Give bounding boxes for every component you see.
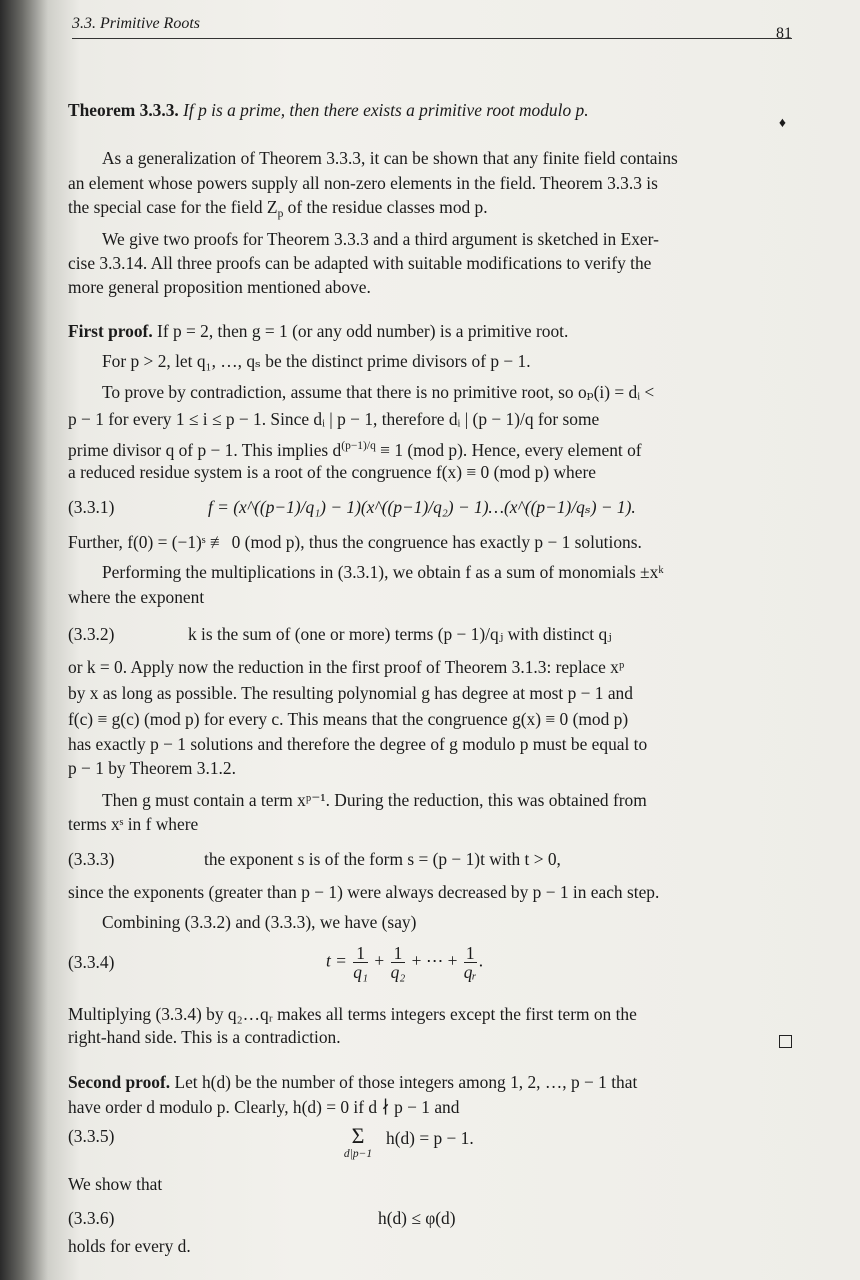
paragraph-line: the special case for the field $Z_p$ of the residue classes mod p.: [68, 197, 488, 220]
paragraph-line: where the exponent: [68, 587, 205, 607]
equation-tag: (3.3.4): [68, 952, 115, 972]
paragraph-line: p − 1 for every 1 ≤ i ≤ p − 1. Since dᵢ | p − 1, therefore dᵢ | (p − 1)/q for some: [68, 409, 600, 429]
page-number: 81: [776, 25, 792, 42]
paragraph-line: since the exponents (greater than p − 1) were always decreased by p − 1 in each step.: [68, 882, 660, 902]
equation-body: t = $\frac{1}{\text{q₁}}$ + $\frac{1}{\text{q₂}}$ + ⋯ + $\frac{1}{\text{qᵣ}}$ .: [326, 943, 484, 982]
paragraph-line: has exactly p − 1 solutions and therefore the degree of g modulo p must be equal to: [68, 734, 648, 754]
paragraph-line: a reduced residue system is a root of the congruence f(x) ≡ 0 (mod p) where: [68, 462, 596, 482]
paragraph-line: cise 3.3.14. All three proofs can be adapted with suitable modifications to verify the: [68, 253, 652, 273]
paragraph-line: an element whose powers supply all non-zero elements in the field. Theorem 3.3.3 is: [68, 173, 658, 193]
second-proof-label: Second proof.: [68, 1072, 171, 1092]
theorem-label: Theorem 3.3.3.: [68, 100, 179, 120]
equation-body: h(d) = p − 1.: [386, 1128, 474, 1148]
equation-tag: (3.3.2): [68, 624, 115, 644]
paragraph-line: prime divisor q of p − 1. This implies $d^{(p-1)/q} \equiv 1$ (mod p). Hence, every element of: [68, 440, 642, 460]
equation-body: f = (x^((p−1)/q₁) − 1)(x^((p−1)/q₂) − 1)…(x^((p−1)/qₛ) − 1).: [208, 497, 636, 517]
paragraph-line: Multiplying (3.3.4) by q₂…qᵣ makes all terms integers except the first term on the: [68, 1004, 637, 1024]
second-proof-line: Second proof. Let h(d) be the number of those integers among 1, 2, …, p − 1 that: [68, 1072, 638, 1092]
paragraph-line: terms xˢ in f where: [68, 814, 199, 834]
summation: Σ d|p−1: [343, 1123, 373, 1160]
paragraph-line: To prove by contradiction, assume that there is no primitive root, so oₚ(i) = dᵢ <: [102, 382, 655, 402]
paragraph-line: more general proposition mentioned above.: [68, 277, 371, 297]
theorem-statement: [68, 98, 796, 123]
theorem-end-icon: ♦: [778, 116, 786, 131]
paragraph-line: have order d modulo p. Clearly, h(d) = 0 if d ∤ p − 1 and: [68, 1097, 460, 1117]
equation-3-3-4: [68, 944, 796, 990]
theorem-text: If p is a prime, then there exists a primitive root modulo p.: [178, 100, 589, 120]
first-proof-line: First proof. If p = 2, then g = 1 (or any odd number) is a primitive root.: [68, 321, 569, 341]
paragraph-line: We give two proofs for Theorem 3.3.3 and a third argument is sketched in Exer-: [102, 229, 659, 249]
paragraph-line: As a generalization of Theorem 3.3.3, it can be shown that any finite field contains: [102, 148, 678, 168]
equation-body: h(d) ≤ φ(d): [378, 1208, 456, 1228]
paragraph-line: Further, f(0) = (−1)ˢ ≢ 0 (mod p), thus the congruence has exactly p − 1 solutions.: [68, 532, 642, 552]
paragraph-line: Combining (3.3.2) and (3.3.3), we have (say): [102, 912, 417, 932]
paragraph-line: by x as long as possible. The resulting polynomial g has degree at most p − 1 and: [68, 683, 633, 703]
equation-tag: (3.3.6): [68, 1208, 115, 1228]
paragraph-line: or k = 0. Apply now the reduction in the first proof of Theorem 3.1.3: replace xᵖ: [68, 657, 625, 677]
running-header: [72, 12, 792, 42]
paragraph-line: We show that: [68, 1174, 163, 1194]
paragraph-line: f(c) ≡ g(c) (mod p) for every c. This means that the congruence g(x) ≡ 0 (mod p): [68, 709, 629, 729]
equation-tag: (3.3.5): [68, 1126, 115, 1146]
paragraph-line: right-hand side. This is a contradiction.: [68, 1027, 341, 1047]
equation-tag: (3.3.3): [68, 849, 115, 869]
paragraph-line: Performing the multiplications in (3.3.1), we obtain f as a sum of monomials ±xᵏ: [102, 562, 664, 582]
book-page: [68, 0, 796, 1280]
equation-body: k is the sum of (one or more) terms (p − 1)/qⱼ with distinct qⱼ: [188, 624, 612, 644]
equation-tag: (3.3.1): [68, 497, 115, 517]
first-proof-label: First proof.: [68, 321, 153, 341]
equation-3-3-5: [68, 1124, 796, 1168]
paragraph-line: Then g must contain a term xᵖ⁻¹. During the reduction, this was obtained from: [102, 790, 647, 810]
qed-box-icon: [779, 1035, 792, 1048]
section-title: 3.3. Primitive Roots: [72, 15, 200, 32]
equation-body: the exponent s is of the form s = (p − 1)t with t > 0,: [204, 849, 561, 869]
paragraph-line: For p > 2, let q₁, …, qₛ be the distinct prime divisors of p − 1.: [102, 351, 531, 371]
paragraph-line: holds for every d.: [68, 1236, 191, 1256]
paragraph-line: p − 1 by Theorem 3.1.2.: [68, 758, 236, 778]
